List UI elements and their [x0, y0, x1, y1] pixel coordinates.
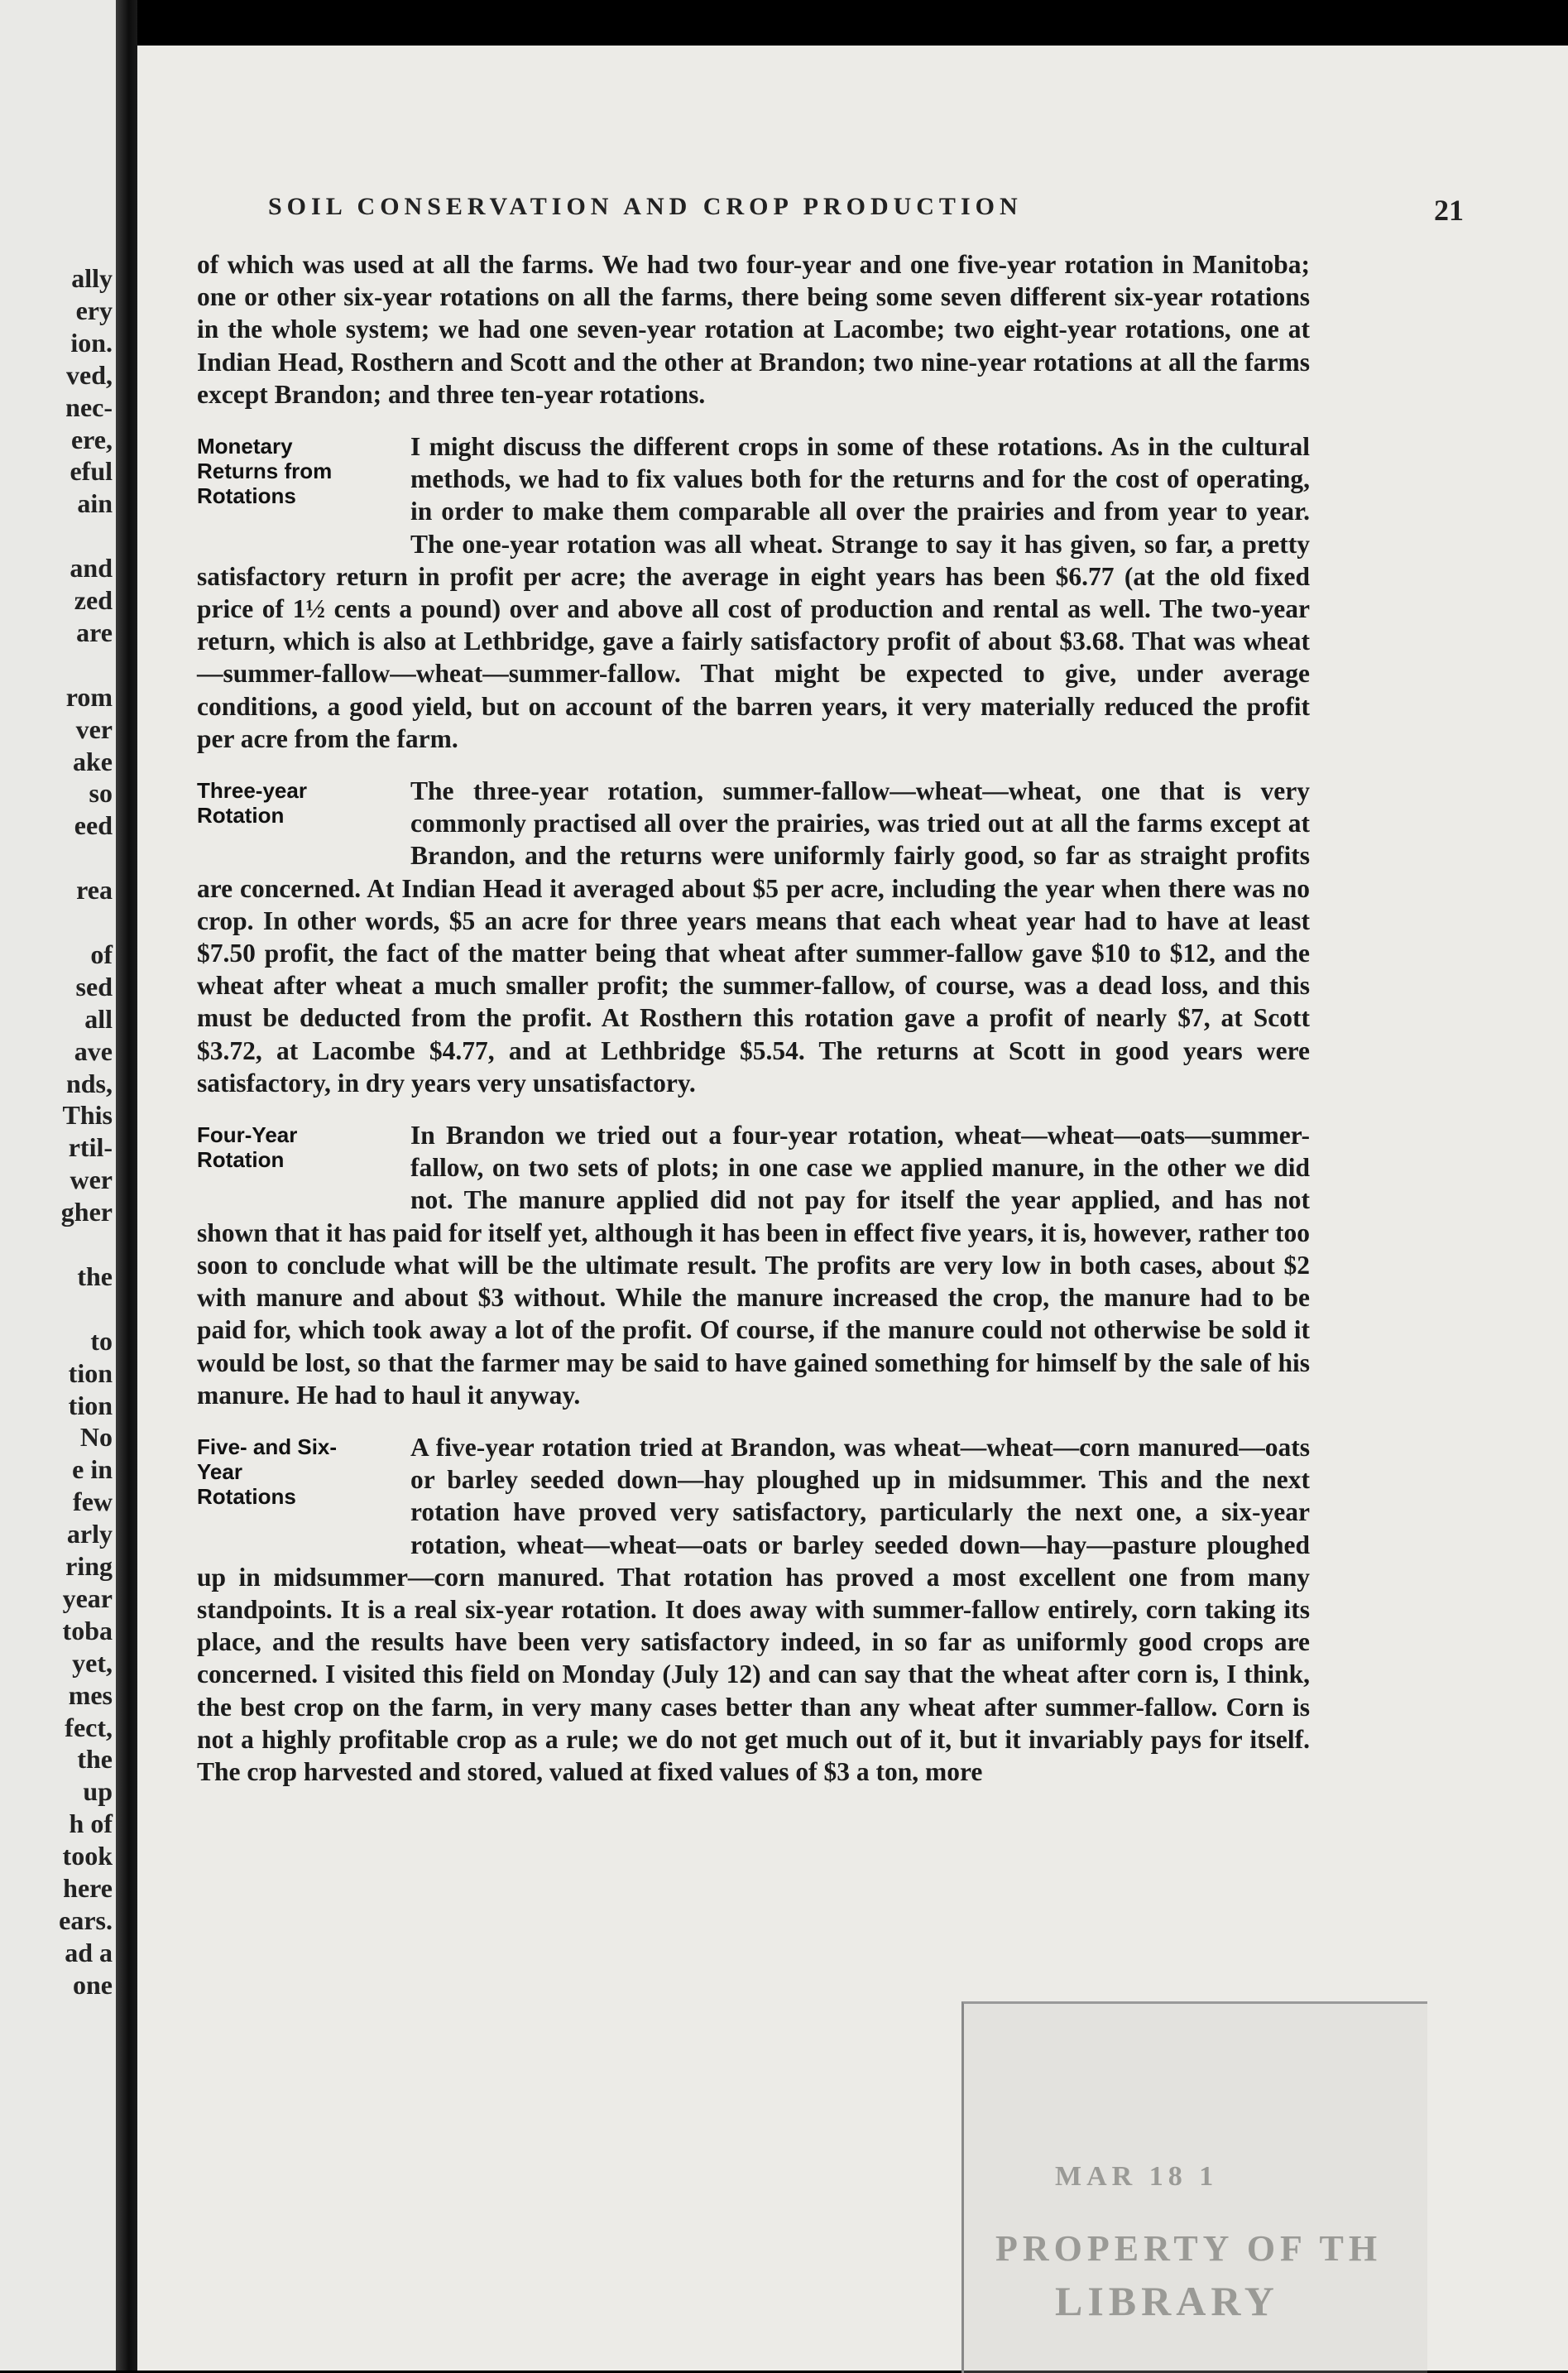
- sidehead-line: Four-Year: [197, 1122, 298, 1148]
- facing-page-fragment: ved,: [66, 359, 113, 390]
- facing-page-fragment: rom: [65, 681, 113, 712]
- sidehead-line: Three-year: [197, 778, 307, 804]
- facing-page-fragment: sed: [75, 971, 113, 1002]
- section-three-year-rotation: [197, 775, 1310, 1099]
- facing-page-fragment: ere,: [70, 424, 113, 454]
- sidehead-line: Monetary: [197, 434, 293, 459]
- facing-page-fragment: ion.: [70, 327, 113, 358]
- facing-page-fragment: the: [77, 1261, 113, 1291]
- sidehead: [197, 778, 392, 869]
- book-gutter: [116, 0, 137, 2371]
- stamp-date: MAR 18 1: [1055, 2161, 1219, 2192]
- facing-page-fragment: ears.: [59, 1905, 113, 1935]
- facing-page-fragment: year: [62, 1583, 113, 1613]
- facing-page-fragment: took: [62, 1841, 113, 1871]
- facing-page-fragment: up: [83, 1776, 113, 1807]
- facing-page-edge: [0, 0, 116, 2371]
- library-stamp: [961, 2001, 1427, 2373]
- sidehead-line: Year: [197, 1458, 242, 1484]
- facing-page-fragment: toba: [62, 1615, 113, 1645]
- page-number: 21: [1434, 194, 1464, 227]
- facing-page-fragment: ver: [75, 713, 113, 744]
- section-monetary-returns: [197, 430, 1310, 755]
- sidehead-line: Returns from: [197, 459, 333, 484]
- facing-page-fragment: are: [76, 617, 113, 647]
- facing-page-fragment: all: [84, 1003, 113, 1034]
- section-five-six-year-rotations: [197, 1431, 1310, 1788]
- section-paragraph: I might discuss the different crops in some of these rotations. As in the cultural methods, we had to fix values both for the returns and for the cost of operating, in order to make them comparable all over the prairies and from year to year. The one-year rotation was all wheat. Strange to say it has given, so far, a pretty satisfactory return in profit per acre; the average in eight years has been $6.77 (at the old fixed price of 1½ cents a pound) over and above all cost of production and rental as well. The two-year return, which is also at Lethbridge, gave a fairly satisfactory profit of about $3.68. That was wheat—summer-fallow—wheat—summer-fallow. That might be expected to give, under average conditions, a good yield, but on account of the barren years, it very materially reduced the profit per acre from the farm.: [197, 432, 1310, 753]
- facing-page-fragment: and: [70, 553, 113, 584]
- section-four-year-rotation: [197, 1119, 1310, 1411]
- facing-page-fragment: so: [89, 778, 113, 809]
- facing-page-fragment: here: [63, 1873, 113, 1903]
- sidehead: [197, 434, 392, 558]
- section-paragraph: A five-year rotation tried at Brandon, was wheat—wheat—corn manured—oats or barley seeded down—hay ploughed up in midsummer. This and the next rotation have proved very satisfactory, particularly the next one, a six-year rotation, wheat—wheat—oats or barley seeded down—hay—pasture ploughed up in midsummer—corn manured. That rotation has proved a most excellent one from many standpoints. It is a real six-year rotation. It does away with summer-fallow entirely, corn taking its place, and the results have been very satisfactory indeed, in so far as uniformly good crops are concerned. I visited this field on Monday (July 12) and can say that the wheat after corn is, I think, the best crop on the farm, in very many cases better than any wheat after summer-fallow. Corn is not a highly profitable crop as a rule; we do not get much out of it, but it invariably pays for itself. The crop harvested and stored, valued at fixed values of $3 a ton, more: [197, 1432, 1310, 1786]
- facing-page-fragment: No: [79, 1422, 113, 1453]
- facing-page-fragment: nds,: [65, 1068, 113, 1098]
- section-paragraph: The three-year rotation, summer-fallow—wheat—wheat, one that is very commonly practised all over the prairies, was tried out at all the farms except at Brandon, and the returns were uniformly fairly good, so far as straight profits are concerned. At Indian Head it averaged about $5 per acre, including the year when there was no crop. In other words, $5 an acre for three years means that each wheat year had to have at least $7.50 profit, the fact of the matter being that wheat after summer-fallow gave $10 to $12, and the wheat after wheat a much smaller profit; the summer-fallow, of course, was a dead loss, and this must be deducted from the profit. At Rosthern this rotation gave a profit of nearly $7, at Scott $3.72, at Lacombe $4.77, and at Lethbridge $5.54. The returns at Scott in good years were satisfactory, in dry years very unsatisfactory.: [197, 776, 1310, 1098]
- facing-page-fragment: h of: [69, 1809, 113, 1839]
- facing-page-fragment: tion: [68, 1357, 113, 1388]
- facing-page-fragment: the: [77, 1744, 113, 1775]
- facing-page-fragment: rtil-: [68, 1132, 113, 1163]
- sidehead: [197, 1122, 392, 1213]
- facing-page-fragment: ally: [71, 263, 113, 293]
- sidehead: [197, 1434, 392, 1559]
- facing-page-fragment: This: [62, 1100, 113, 1131]
- facing-page-fragment: to: [90, 1325, 113, 1356]
- facing-page-fragment: arly: [66, 1519, 113, 1549]
- facing-page-fragment: yet,: [72, 1647, 113, 1678]
- sidehead-line: Rotation: [197, 803, 285, 829]
- sidehead-line: Rotations: [197, 1483, 296, 1509]
- intro-paragraph: of which was used at all the farms. We had two four-year and one five-year rotation in Manitoba; one or other six-year rotations on all the farms, there being some seven different six-year rotations in the whole system; we had one seven-year rotation at Lacombe; two eight-year rotations, one at Indian Head, Rosthern and Scott and the other at Brandon; two nine-year rotations at all the farms except Brandon; and three ten-year rotations.: [197, 250, 1310, 409]
- facing-page-fragment: ain: [77, 488, 113, 519]
- stamp-library: LIBRARY: [1055, 2278, 1279, 2324]
- sidehead-line: Five- and Six-: [197, 1434, 338, 1459]
- running-head-title: SOIL CONSERVATION AND CROP PRODUCTION: [268, 193, 1023, 220]
- facing-page-fragment: e in: [72, 1454, 113, 1485]
- facing-page-fragment: fect,: [65, 1712, 113, 1742]
- facing-page-fragment: mes: [68, 1679, 113, 1710]
- facing-page-fragment: nec-: [65, 391, 113, 422]
- facing-page-fragment: gher: [60, 1197, 113, 1227]
- facing-page-fragment: zed: [74, 585, 113, 615]
- facing-page-fragment: rea: [76, 875, 113, 905]
- facing-page-fragment: eful: [70, 456, 113, 487]
- facing-page-fragment: eed: [74, 810, 113, 841]
- facing-page-fragment: ery: [75, 295, 113, 325]
- section-paragraph: In Brandon we tried out a four-year rotation, wheat—wheat—oats—summer-fallow, on two sets of plots; in one case we applied manure, in the other we did not. The manure applied did not pay for itself the year applied, and has not shown that it has paid for itself yet, although it has been in effect five years, it is, however, rather too soon to conclude what will be the ultimate result. The profits are very low in both cases, about $2 with manure and about $3 without. While the manure increased the crop, the manure had to be paid for, which took away a lot of the profit. Of course, if the manure could not otherwise be sold it would be lost, so that the farmer may be said to have gained something for himself by the sale of his manure. He had to haul it anyway.: [197, 1121, 1310, 1410]
- facing-page-fragment: one: [73, 1969, 113, 2000]
- facing-page-fragment: few: [73, 1487, 113, 1517]
- sidehead-line: Rotations: [197, 483, 296, 509]
- stamp-property: PROPERTY OF TH: [995, 2228, 1383, 2269]
- facing-page-fragment: ad a: [65, 1937, 113, 1967]
- facing-page-fragment: ake: [73, 746, 113, 776]
- body-text: [197, 248, 1310, 1788]
- sidehead-line: Rotation: [197, 1147, 285, 1173]
- facing-page-fragment: of: [90, 939, 113, 969]
- facing-page-fragment: tion: [68, 1390, 113, 1420]
- facing-page-fragment: ring: [65, 1551, 113, 1581]
- facing-page-fragment: ave: [74, 1035, 113, 1066]
- facing-page-fragment: wer: [70, 1165, 113, 1195]
